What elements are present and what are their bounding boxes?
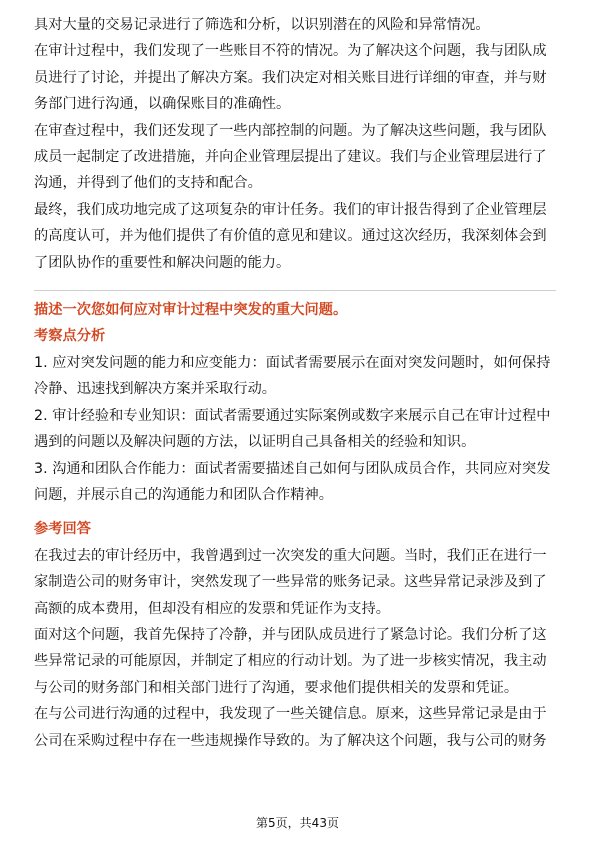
section-divider [34,290,556,291]
page-content [34,12,556,754]
intro-paragraph-4: 最终，我们成功地完成了这项复杂的审计任务。我们的审计报告得到了企业管理层的高度认可，并为他们提供了有价值的意见和建议。通过这次经历，我深刻体会到了团队协作的重要性和解决问题的能力。 [34,201,547,271]
intro-paragraph-1: 具对大量的交易记录进行了筛选和分析，以识别潜在的风险和异常情况。 [34,17,490,33]
answer-paragraph-1: 在我过去的审计经历中，我曾遇到过一次突发的重大问题。当时，我们正在进行一家制造公司的财务审计，突然发现了一些异常的账务记录。这些异常记录涉及到了高额的成本费用，但却没有相应的发票和凭证作为支持。 [34,547,547,617]
question-heading: 描述一次您如何应对审计过程中突发的重大问题。 [34,302,348,319]
answer-paragraph-2: 面对这个问题，我首先保持了冷静，并与团队成员进行了紧急讨论。我们分析了这些异常记录的可能原因，并制定了相应的行动计划。为了进一步核实情况，我主动与公司的财务部门和相关部门进行了沟通，要求他们提供相关的发票和凭证。 [34,626,547,696]
analysis-item-2: 2. 审计经验和专业知识：面试者需要通过实际案例或数字来展示自己在审计过程中遇到的问题以及解决问题的方法，以证明自己具备相关的经验和知识。 [34,407,551,451]
analysis-title: 考察点分析 [34,328,106,345]
analysis-item-1: 1. 应对突发问题的能力和应变能力：面试者需要展示在面对突发问题时，如何保持冷静、迅速找到解决方案并采取行动。 [34,354,551,398]
page-footer: 第5页，共43页 [256,816,339,830]
intro-paragraph-3: 在审查过程中，我们还发现了一些内部控制的问题。为了解决这些问题，我与团队成员一起制定了改进措施，并向企业管理层提出了建议。我们与企业管理层进行了沟通，并得到了他们的支持和配合。 [34,122,547,192]
analysis-item-3: 3. 沟通和团队合作能力：面试者需要描述自己如何与团队成员合作，共同应对突发问题，并展示自己的沟通能力和团队合作精神。 [34,460,551,503]
answer-paragraph-3: 在与公司进行沟通的过程中，我发现了一些关键信息。原来，这些异常记录是由于公司在采购过程中存在一些违规操作导致的。为了解决这个问题，我与公司的财务 [34,706,547,749]
answer-title: 参考回答 [34,521,91,538]
intro-paragraph-2: 在审计过程中，我们发现了一些账目不符的情况。为了解决这个问题，我与团队成员进行了讨论，并提出了解决方案。我们决定对相关账目进行详细的审查，并与财务部门进行沟通，以确保账目的准确性。 [34,43,547,113]
